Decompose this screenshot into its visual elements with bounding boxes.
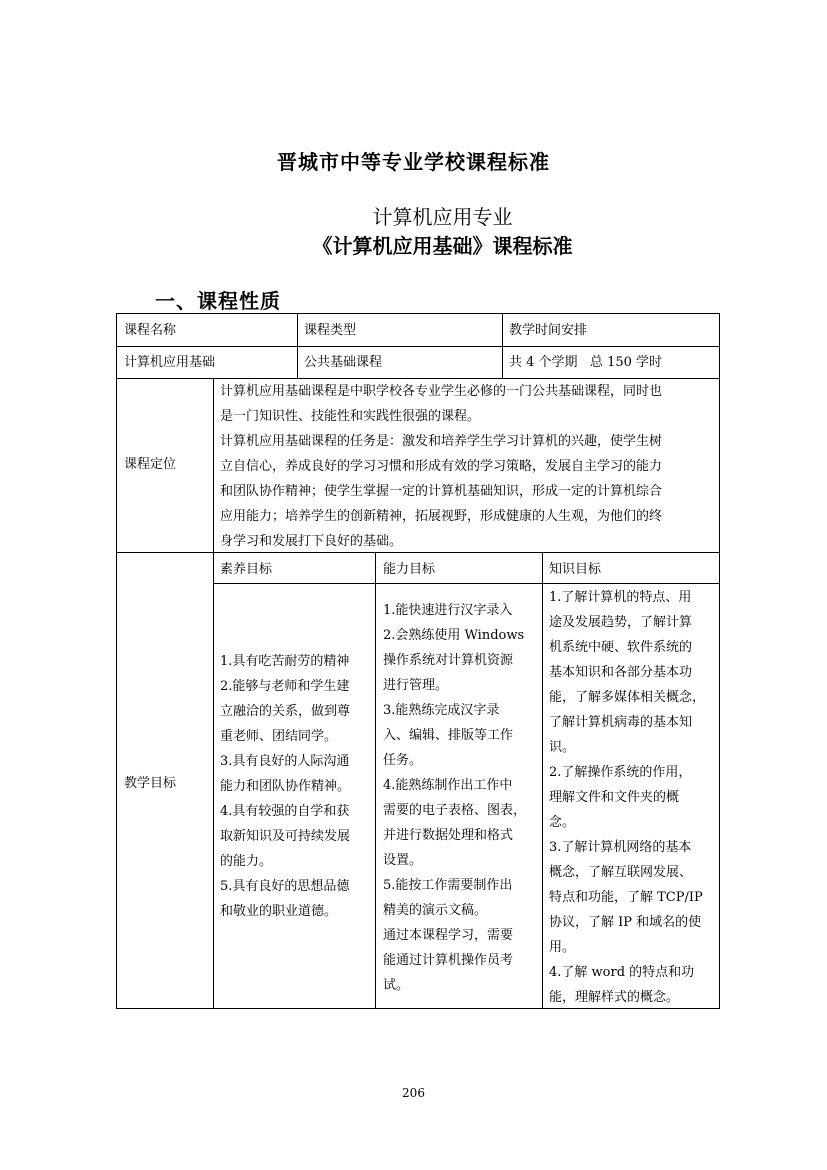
page-number: 206 [402,1086,425,1100]
knowledge-line: 途及发展趋势，了解计算 [549,615,693,630]
knowledge-line: 念。 [549,815,576,830]
ability-goals-text [383,598,539,998]
ability-line: 通过本课程学习，需要 [383,928,514,943]
quality-goals-text [220,649,372,924]
course-table [116,313,720,1009]
knowledge-line: 了解计算机病毒的基本知 [549,715,693,730]
ability-line: 能通过计算机操作员考 [383,953,514,968]
schedule-value: 共 4 个学期 总 150 学时 [509,355,663,370]
ability-line: 2.会熟练使用 Windows [383,628,525,643]
ability-line: 并进行数据处理和格式 [383,828,514,843]
ability-line: 入、编辑、排版等工作 [383,728,514,743]
course-name-value: 计算机应用基础 [124,355,216,370]
quality-goals-header: 素养目标 [220,562,273,577]
major-title: 计算机应用专业 [372,205,513,229]
school-standard-title: 晋城市中等专业学校课程标准 [277,150,550,174]
knowledge-line: 基本知识和各部分基本功 [549,665,693,680]
knowledge-line: 能，了解多媒体相关概念， [549,690,706,705]
ability-line: 3.能熟练完成汉字录 [383,703,500,718]
quality-line: 5.具有良好的思想品德 [220,879,350,894]
ability-line: 任务。 [383,753,423,768]
positioning-label: 课程定位 [124,457,177,472]
ability-line: 操作系统对计算机资源 [383,653,514,668]
positioning-line: 计算机应用基础课程是中职学校各专业学生必修的一门公共基础课程，同时也 [220,384,663,399]
course-type-value: 公共基础课程 [304,355,383,370]
header-schedule: 教学时间安排 [509,323,588,338]
knowledge-goals-header: 知识目标 [549,562,602,577]
knowledge-line: 3.了解计算机网络的基本 [549,840,692,855]
ability-line: 精美的演示文稿。 [383,903,488,918]
quality-line: 3.具有良好的人际沟通 [220,754,350,769]
ability-line: 试。 [383,978,410,993]
quality-line: 的能力。 [220,854,273,869]
knowledge-line: 理解文件和文件夹的概 [549,790,680,805]
table-rule [542,552,543,1008]
quality-line: 4.具有较强的自学和获 [220,804,350,819]
ability-line: 5.能按工作需要制作出 [383,878,513,893]
course-standard-title: 《计算机应用基础》课程标准 [312,234,573,258]
table-rule [213,378,214,1008]
positioning-line: 立自信心，养成良好的学习习惯和形成有效的学习策略，发展自主学习的能力 [220,459,663,474]
quality-line: 和敬业的职业道德。 [220,904,338,919]
knowledge-line: 特点和功能，了解 TCP/IP [549,890,703,905]
quality-line: 取新知识及可持续发展 [220,829,351,844]
header-course-name: 课程名称 [124,323,177,338]
table-rule [213,583,719,584]
section-heading: 一、课程性质 [155,289,281,313]
positioning-text [220,379,714,554]
knowledge-line: 2.了解操作系统的作用， [549,765,692,780]
knowledge-line: 4.了解 word 的特点和功 [549,965,695,980]
positioning-line: 计算机应用基础课程的任务是：激发和培养学生学习计算机的兴趣，使学生树 [220,434,663,449]
table-rule [375,552,376,1008]
quality-line: 2.能够与老师和学生建 [220,679,350,694]
table-rule [117,346,719,347]
ability-line: 1.能快速进行汉字录入 [383,603,513,618]
knowledge-line: 用。 [549,940,576,955]
positioning-line: 身学习和发展打下良好的基础。 [220,534,403,549]
knowledge-goals-text [549,585,715,1010]
knowledge-line: 1.了解计算机的特点、用 [549,590,692,605]
quality-line: 1.具有吃苦耐劳的精神 [220,654,350,669]
ability-goals-header: 能力目标 [383,562,436,577]
knowledge-line: 能，理解样式的概念。 [549,990,680,1005]
quality-line: 能力和团队协作精神。 [220,779,351,794]
ability-line: 4.能熟练制作出工作中 [383,778,513,793]
positioning-line: 是一门知识性、技能性和实践性很强的课程。 [220,409,481,424]
knowledge-line: 机系统中硬、软件系统的 [549,640,693,655]
ability-line: 需要的电子表格、图表， [383,803,527,818]
knowledge-line: 协议，了解 IP 和域名的使 [549,915,702,930]
positioning-line: 和团队协作精神；使学生掌握一定的计算机基础知识，形成一定的计算机综合 [220,484,663,499]
positioning-line: 应用能力；培养学生的创新精神，拓展视野，形成健康的人生观，为他们的终 [220,509,663,524]
knowledge-line: 概念，了解互联网发展、 [549,865,693,880]
teaching-goals-label: 教学目标 [124,776,177,791]
ability-line: 设置。 [383,853,423,868]
header-course-type: 课程类型 [304,323,357,338]
table-rule [297,314,298,378]
quality-line: 立融洽的关系，做到尊 [220,704,351,719]
ability-line: 进行管理。 [383,678,449,693]
knowledge-line: 识。 [549,740,576,755]
quality-line: 重老师、团结同学。 [220,729,338,744]
table-rule [502,314,503,378]
